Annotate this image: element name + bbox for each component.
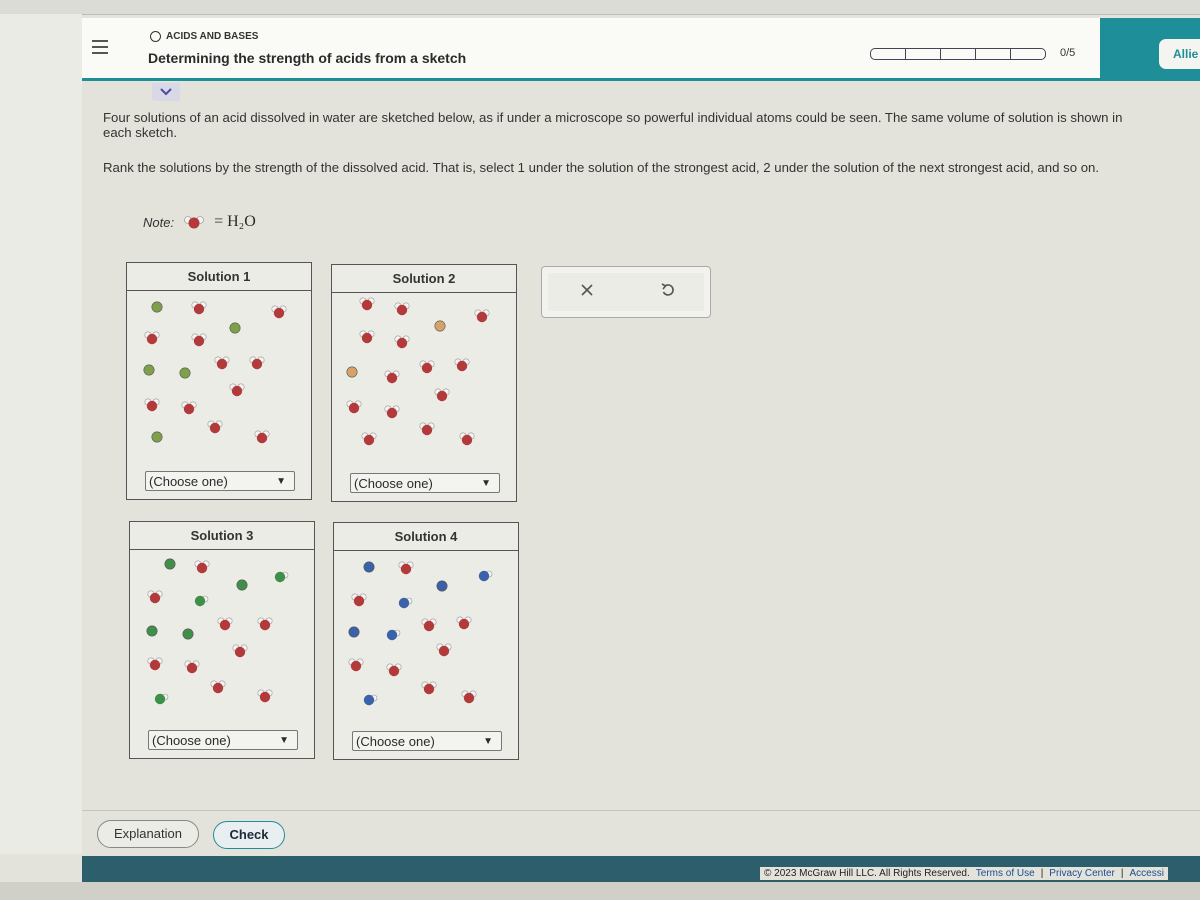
water-molecule xyxy=(148,658,162,670)
note-legend xyxy=(143,213,256,231)
water-molecule xyxy=(462,691,476,703)
water-molecule xyxy=(208,421,222,433)
molecule-sketch xyxy=(334,550,517,730)
water-molecule xyxy=(399,562,413,574)
accessibility-link[interactable]: Accessi xyxy=(1129,868,1164,879)
footer-separator: | xyxy=(1120,868,1124,879)
solution-title: Solution 3 xyxy=(130,522,314,550)
water-molecule xyxy=(395,336,409,348)
topic-circle-icon xyxy=(150,31,161,42)
acid-molecule xyxy=(275,572,288,582)
check-button[interactable]: Check xyxy=(213,821,285,849)
explanation-button[interactable]: Explanation xyxy=(97,820,199,848)
water-molecule xyxy=(460,433,474,445)
allie-button[interactable]: Allie xyxy=(1158,38,1200,70)
water-molecule xyxy=(435,389,449,401)
acid-molecule xyxy=(364,695,377,705)
water-molecule xyxy=(395,303,409,315)
acid-molecule xyxy=(387,630,400,640)
acid-molecule xyxy=(479,571,492,581)
anion xyxy=(349,627,359,637)
water-molecule xyxy=(349,659,363,671)
progress-segment xyxy=(905,48,940,60)
topic-label xyxy=(150,31,258,42)
answer-tools xyxy=(541,266,711,318)
molecule-sketch xyxy=(127,290,310,470)
anion xyxy=(437,581,447,591)
bottom-divider xyxy=(82,810,1200,811)
left-rail xyxy=(0,14,82,854)
anion xyxy=(152,302,162,312)
instruction-paragraph-2: Rank the solutions by the strength of the dissolved acid. That is, select 1 under the solution of the strongest acid, 2 under the solution of the next strongest acid, and so on. xyxy=(103,160,1100,175)
solution-title: Solution 1 xyxy=(127,263,311,291)
water-molecule xyxy=(422,619,436,631)
water-molecule xyxy=(258,618,272,630)
solution-title: Solution 4 xyxy=(334,523,518,551)
water-molecule xyxy=(230,384,244,396)
topic-text: ACIDS AND BASES xyxy=(166,31,259,42)
acid-molecule xyxy=(195,596,208,606)
dropdown-arrow-icon: ▼ xyxy=(481,478,491,489)
water-molecule xyxy=(211,681,225,693)
anion xyxy=(147,626,157,636)
privacy-link[interactable]: Privacy Center xyxy=(1049,868,1115,879)
water-molecule xyxy=(148,591,162,603)
progress-segment xyxy=(1010,48,1046,60)
rank-select[interactable] xyxy=(148,730,298,750)
chevron-down-icon xyxy=(160,88,172,96)
solution-card-4 xyxy=(333,522,519,760)
close-icon[interactable] xyxy=(580,283,594,297)
water-molecule xyxy=(218,618,232,630)
anion xyxy=(165,559,175,569)
menu-icon[interactable] xyxy=(92,40,108,54)
water-molecule xyxy=(457,617,471,629)
progress-segment xyxy=(940,48,975,60)
water-molecule xyxy=(192,302,206,314)
dropdown-arrow-icon: ▼ xyxy=(279,735,289,746)
water-molecule xyxy=(362,433,376,445)
footer xyxy=(760,867,1168,880)
water-molecule xyxy=(233,645,247,657)
solution-card-2 xyxy=(331,264,517,502)
anion xyxy=(152,432,162,442)
water-molecule xyxy=(255,431,269,443)
anion xyxy=(347,367,357,377)
water-molecule xyxy=(347,401,361,413)
water-molecule xyxy=(250,357,264,369)
dropdown-arrow-icon: ▼ xyxy=(483,736,493,747)
rank-select-value: (Choose one) xyxy=(152,733,231,748)
water-molecule xyxy=(455,359,469,371)
acid-molecule xyxy=(155,694,168,704)
rank-select[interactable] xyxy=(352,731,502,751)
water-molecule xyxy=(475,310,489,322)
undo-icon[interactable] xyxy=(660,282,676,298)
header-underline xyxy=(82,78,1200,81)
water-formula: = H₂O xyxy=(214,213,256,230)
rank-select-value: (Choose one) xyxy=(354,476,433,491)
solution-card-3 xyxy=(129,521,315,759)
os-taskbar xyxy=(0,882,1200,900)
water-molecule xyxy=(420,423,434,435)
anion xyxy=(144,365,154,375)
water-molecule xyxy=(352,594,366,606)
water-molecule xyxy=(387,664,401,676)
footer-separator: | xyxy=(1040,868,1044,879)
rank-select[interactable] xyxy=(145,471,295,491)
dropdown-arrow-icon: ▼ xyxy=(276,476,286,487)
progress-segment xyxy=(975,48,1010,60)
anion xyxy=(364,562,374,572)
copyright-text: © 2023 McGraw Hill LLC. All Rights Reserved. xyxy=(764,868,970,879)
water-molecule xyxy=(195,561,209,573)
anion xyxy=(435,321,445,331)
solution-card-1 xyxy=(126,262,312,500)
progress-segment xyxy=(870,48,905,60)
terms-link[interactable]: Terms of Use xyxy=(975,868,1035,879)
water-molecule xyxy=(215,357,229,369)
water-molecule xyxy=(385,406,399,418)
anion xyxy=(237,580,247,590)
rank-select-value: (Choose one) xyxy=(356,734,435,749)
rank-select[interactable] xyxy=(350,473,500,493)
water-molecule xyxy=(437,644,451,656)
instruction-paragraph-1: Four solutions of an acid dissolved in water are sketched below, as if under a microscope so powerful individual atoms could be seen. The same volume of solution is shown in each sketch. xyxy=(103,110,1123,140)
molecule-sketch xyxy=(130,549,313,729)
water-molecule xyxy=(258,690,272,702)
water-molecule xyxy=(145,332,159,344)
water-molecule xyxy=(385,371,399,383)
water-molecule xyxy=(192,334,206,346)
page-title: Determining the strength of acids from a sketch xyxy=(148,50,467,66)
water-molecule xyxy=(360,298,374,310)
collapse-button[interactable] xyxy=(152,83,180,101)
anion xyxy=(183,629,193,639)
water-molecule xyxy=(272,306,286,318)
progress-bar xyxy=(870,48,1046,60)
water-molecule xyxy=(182,402,196,414)
water-molecule xyxy=(185,661,199,673)
solution-title: Solution 2 xyxy=(332,265,516,293)
anion xyxy=(230,323,240,333)
browser-url-strip xyxy=(0,0,1200,15)
water-molecule-icon xyxy=(184,215,204,229)
water-molecule xyxy=(360,331,374,343)
rank-select-value: (Choose one) xyxy=(149,474,228,489)
water-molecule xyxy=(145,399,159,411)
progress-label: 0/5 xyxy=(1060,47,1076,59)
note-label: Note: xyxy=(143,214,175,230)
water-molecule xyxy=(422,682,436,694)
water-molecule xyxy=(420,361,434,373)
anion xyxy=(180,368,190,378)
acid-molecule xyxy=(399,598,412,608)
molecule-sketch xyxy=(332,292,515,472)
